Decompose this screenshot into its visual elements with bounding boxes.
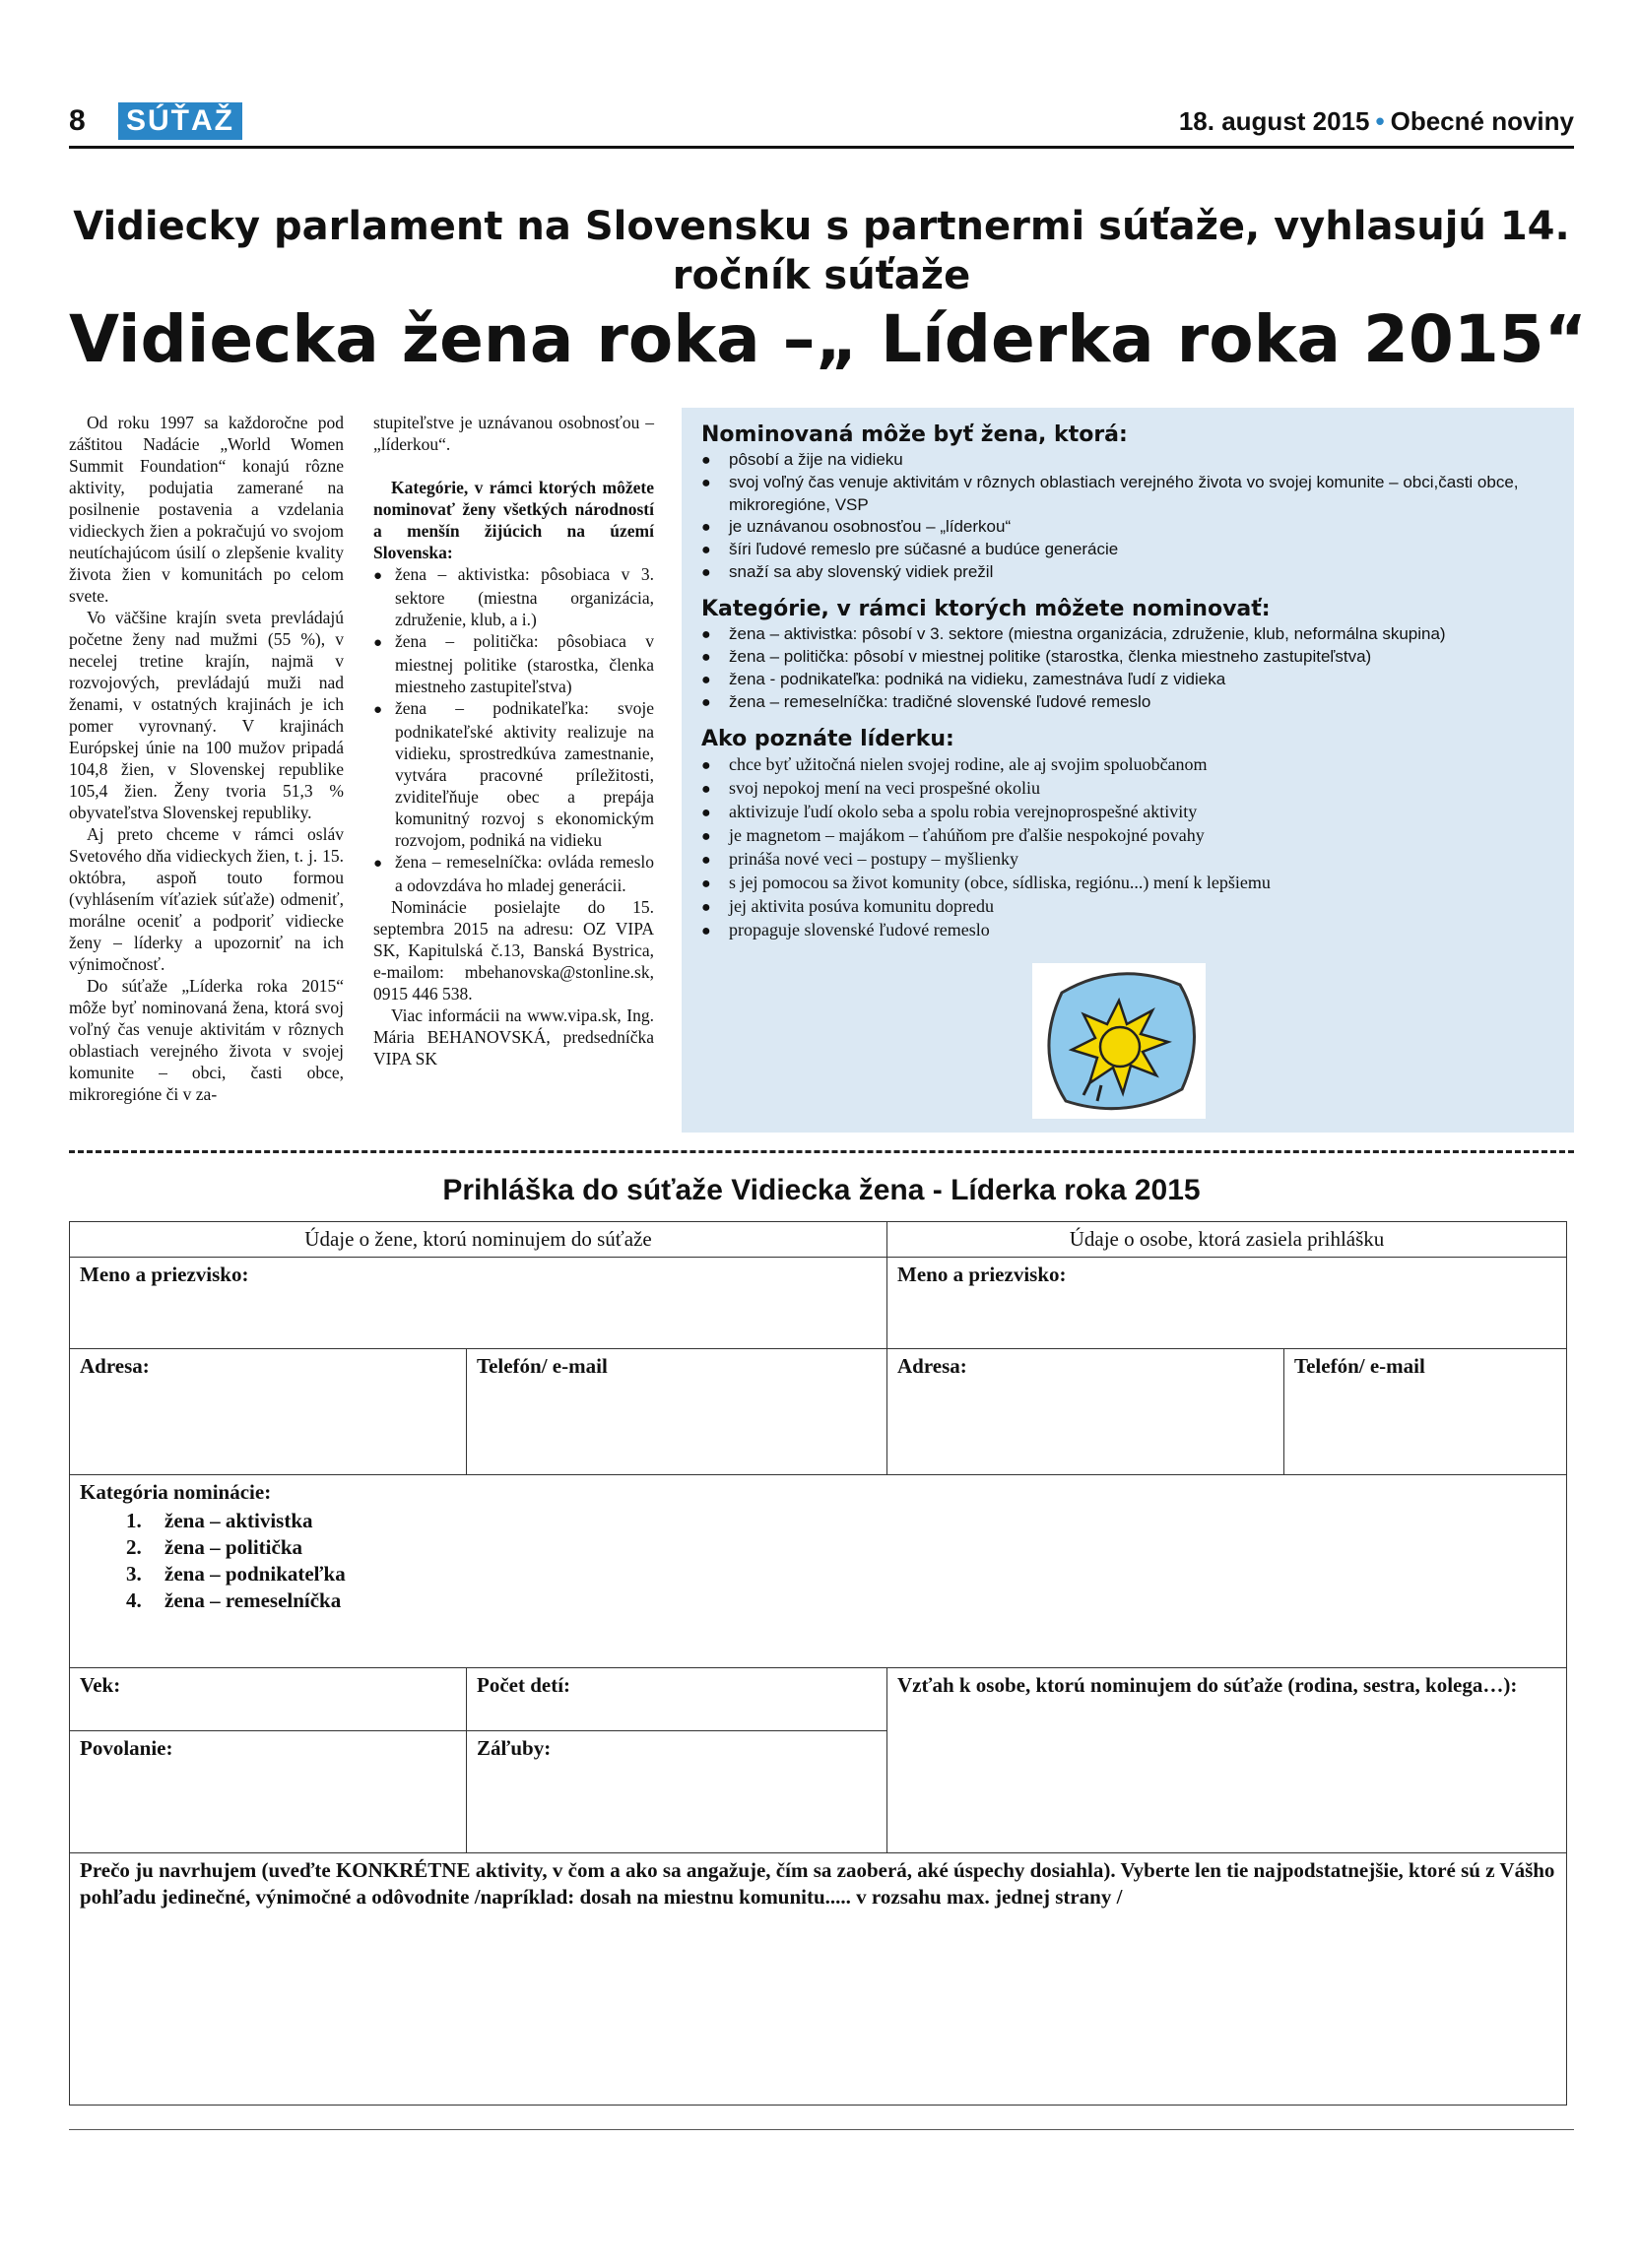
list-item: ● aktivizuje ľudí okolo seba a spolu robia verejnoprospešné aktivity [701, 801, 1558, 824]
list-item: ● žena – politička: pôsobí v miestnej politike (starostka, členka miestneho zastupiteľstva) [701, 646, 1558, 669]
category-option[interactable]: 4. žena – remeselníčka [147, 1588, 1556, 1614]
bullet-icon: ● [373, 568, 383, 584]
issue-date: 18. august 2015 [1178, 106, 1370, 136]
form-title: Prihláška do súťaže Vidiecka žena - Líderka roka 2015 [442, 1174, 1201, 1206]
list-item: ● žena – remeselníčka: tradičné slovenské ľudové remeslo [701, 691, 1558, 714]
list-item: ● pôsobí a žije na vidieku [701, 449, 1558, 472]
list-item: ● žena – aktivistka: pôsobí v 3. sektore (miestna organizácia, združenie, klub, neformálna skupina) [701, 623, 1558, 646]
paragraph: Viac informácii na www.vipa.sk, Ing. Mária BEHANOVSKÁ, predsedníčka VIPA SK [373, 1005, 654, 1069]
recognize-heading: Ako poznáte líderku: [701, 727, 954, 751]
field-label: Telefón/ e-mail [1294, 1354, 1425, 1378]
paragraph: Vo väčšine krajín sveta prevládajú početne ženy nad mužmi (55 %), v necelej tretine krajín, najmä v rozvojových, prevládajú muži nad ženami, v ostatných krajinách je ich pomer vyrovnaný. V krajinách Európskej únie na 100 mužov pripadá 104,8 žien, v Slovenskej republike 105,4 žien. Ženy tvoria 51,3 % obyvateľstva Slovenskej republiky. [69, 608, 344, 822]
article-column-2 [373, 412, 654, 1069]
category-option[interactable]: 2. žena – politička [147, 1534, 1556, 1561]
list-item: ● prináša nové veci – postupy – myšlienky [701, 848, 1558, 872]
field-label: Adresa: [897, 1354, 967, 1378]
footer-rule [69, 2129, 1574, 2130]
section-label: SÚŤAŽ [118, 102, 242, 140]
bullet-icon: ● [701, 694, 711, 711]
sender-name-field[interactable] [887, 1258, 1567, 1349]
relation-field[interactable] [887, 1668, 1567, 1853]
paragraph: Aj preto chceme v rámci osláv Svetového dňa vidieckych žien, t. j. 15. októbra, aspoň touto formou (vyhlásením víťaziek súťaže) odmeniť, morálne oceniť a podporiť vidiecke ženy – líderky a upozorniť na ich výnimočnosť. [69, 824, 344, 974]
paragraph: Od roku 1997 sa každoročne pod záštitou Nadácie „World Women Summit Foundation“ konajú rôzne aktivity, podujatia zamerané na posilnenie postavenia a vzdelania vidieckych žien a pokračujú vo svojom neutíchajúcom úsilí o zlepšenie kvality života žien v komunitách po celom svete. [69, 413, 344, 606]
categories-box-heading: Kategórie, v rámci ktorých môžete nominovať: [701, 597, 1271, 621]
bullet-icon: ● [373, 702, 383, 718]
nomination-form [69, 1221, 1567, 2106]
nominee-section-header: Údaje o žene, ktorú nominujem do súťaže [70, 1222, 887, 1258]
bullet-icon: ● [701, 564, 711, 581]
nominee-address-field[interactable] [70, 1349, 467, 1475]
profession-field[interactable] [70, 1731, 467, 1853]
bullet-icon: ● [701, 626, 711, 643]
field-label: Záľuby: [477, 1736, 552, 1760]
field-label: Prečo ju navrhujem (uveďte KONKRÉTNE aktivity, v čom a ako sa angažuje, čím sa zaoberá, aké úspechy dosiahla). Vyberte len tie najpodstatnejšie, ktoré sú z Vášho pohľadu jedinečné, výnimočné a odôvodnite /napríklad: dosah na miestnu komunitu..... v rozsahu max. jednej strany / [80, 1858, 1555, 1909]
bullet-icon: ● [701, 757, 711, 774]
bullet-icon: ● [701, 852, 711, 869]
hobbies-field[interactable] [467, 1731, 887, 1853]
list-item: ● svoj voľný čas venuje aktivitám v rôznych oblastiach verejného života vo svojej komunite – obci,časti obce, mikroregióne, VSP [701, 473, 1519, 514]
bullet-icon: ● [701, 828, 711, 845]
field-label: Meno a priezvisko: [80, 1263, 249, 1286]
children-field[interactable] [467, 1668, 887, 1731]
category-list [80, 1508, 1556, 1614]
list-item: ● chce byť užitočná nielen svojej rodine, ale aj svojim spoluobčanom [701, 753, 1558, 777]
list-item: ● s jej pomocou sa život komunity (obce, sídliska, regiónu...) mení k lepšiemu [701, 872, 1558, 895]
list-item: ● je magnetom – majákom – ťahúňom pre ďalšie nespokojné povahy [701, 824, 1558, 848]
paragraph: Nominácie posielajte do 15. septembra 2015 na adresu: OZ VIPA SK, Kapitulská č.13, Banská Bystrica, e-mailom: mbehanovska@stonline.sk, 0915 446 538. [373, 897, 654, 1004]
sender-address-field[interactable] [887, 1349, 1284, 1475]
field-label: Adresa: [80, 1354, 150, 1378]
age-field[interactable] [70, 1668, 467, 1731]
paragraph: Do súťaže „Líderka roka 2015“ môže byť nominovaná žena, ktorá svoj voľný čas venuje aktivitám v rôznych oblastiach verejného života v svojej komunite – obci, časti obce, mikroregióne či v za- [69, 976, 344, 1104]
bullet-icon: ● [373, 856, 383, 872]
category-field[interactable] [70, 1475, 1567, 1668]
categories-heading: Kategórie, v rámci ktorých môžete nominovať ženy všetkých národností a menšín žijúcich na území Slovenska: [373, 478, 654, 562]
bullet-icon: ● [701, 805, 711, 821]
list-item: ● žena – politička: pôsobiaca v miestnej politike (starostka, členka miestneho zastupiteľstva) [373, 631, 654, 696]
field-label: Vek: [80, 1673, 121, 1697]
field-label: Meno a priezvisko: [897, 1263, 1067, 1286]
nominee-contact-field[interactable] [467, 1349, 887, 1475]
list-item: ● šíri ľudové remeslo pre súčasné a budúce generácie [701, 539, 1558, 561]
list-item: ● žena – remeselníčka: ovláda remeslo a odovzdáva ho mladej generácii. [373, 852, 654, 895]
bullet-icon: ● [701, 519, 711, 536]
sender-section-header: Údaje o osobe, ktorá zasiela prihlášku [887, 1222, 1567, 1258]
list-item: ● žena - podnikateľka: podniká na vidieku, zamestnáva ľudí z vidieka [701, 669, 1558, 691]
list-item: ● jej aktivita posúva komunitu dopredu [701, 895, 1558, 919]
category-option[interactable]: 3. žena – podnikateľka [147, 1561, 1556, 1588]
reason-field[interactable] [70, 1853, 1567, 2106]
bullet-icon: ● [701, 899, 711, 916]
bullet-icon: ● [701, 781, 711, 798]
field-label: Povolanie: [80, 1736, 173, 1760]
bullet-icon: ● [701, 452, 711, 469]
bullet-icon: ● [701, 475, 711, 491]
field-label: Vzťah k osobe, ktorú nominujem do súťaže (rodina, sestra, kolega…): [897, 1673, 1518, 1697]
bullet-icon: ● [701, 923, 711, 940]
bullet-icon: ● [701, 649, 711, 666]
issue-info [1179, 106, 1574, 137]
category-option[interactable]: 1. žena – aktivistka [147, 1508, 1556, 1534]
bullet-icon: ● [701, 875, 711, 892]
list-item: ● žena – aktivistka: pôsobiaca v 3. sektore (miestna organizácia, združenie, klub, a i.) [373, 564, 654, 629]
list-item: ● je uznávanou osobnosťou – „líderkou“ [701, 516, 1558, 539]
list-item: ● svoj nepokoj mení na veci prospešné okoliu [701, 777, 1558, 801]
cut-line-divider [69, 1150, 1574, 1153]
bullet-icon: ● [701, 542, 711, 558]
kicker-headline: Vidiecky parlament na Slovensku s partnermi súťaže, vyhlasujú 14. ročník súťaže [73, 204, 1570, 298]
field-label: Kategória nominácie: [80, 1480, 272, 1504]
article-column-1 [69, 412, 344, 1105]
bullet-icon: ● [701, 672, 711, 688]
publication-name: Obecné noviny [1390, 106, 1574, 136]
list-item: ● propaguje slovenské ľudové remeslo [701, 919, 1558, 942]
header-rule [69, 146, 1574, 149]
sender-contact-field[interactable] [1284, 1349, 1567, 1475]
list-item: ● žena – podnikateľka: svoje podnikateľské aktivity realizuje na vidieku, sprostredkúva zamestnanie, vytvára pracovné príležitosti, zviditeľňuje obec a prepája komunitný rozvoj s ekonomickým rozvojom, podniká na vidieku [373, 698, 654, 850]
sun-drawing-icon [1032, 963, 1206, 1119]
field-label: Počet detí: [477, 1673, 571, 1697]
bullet-icon: ● [373, 635, 383, 651]
nominate-heading: Nominovaná môže byť žena, ktorá: [701, 422, 1128, 447]
field-label: Telefón/ e-mail [477, 1354, 608, 1378]
nominee-name-field[interactable] [70, 1258, 887, 1349]
separator-dot: • [1375, 106, 1385, 136]
main-headline: Vidiecka žena roka –„ Líderka roka 2015“ [69, 301, 1588, 377]
paragraph: stupiteľstve je uznávanou osobnosťou – „líderkou“. [373, 413, 654, 454]
list-item: ● snaží sa aby slovenský vidiek prežil [701, 561, 1558, 584]
page-number: 8 [69, 104, 86, 137]
